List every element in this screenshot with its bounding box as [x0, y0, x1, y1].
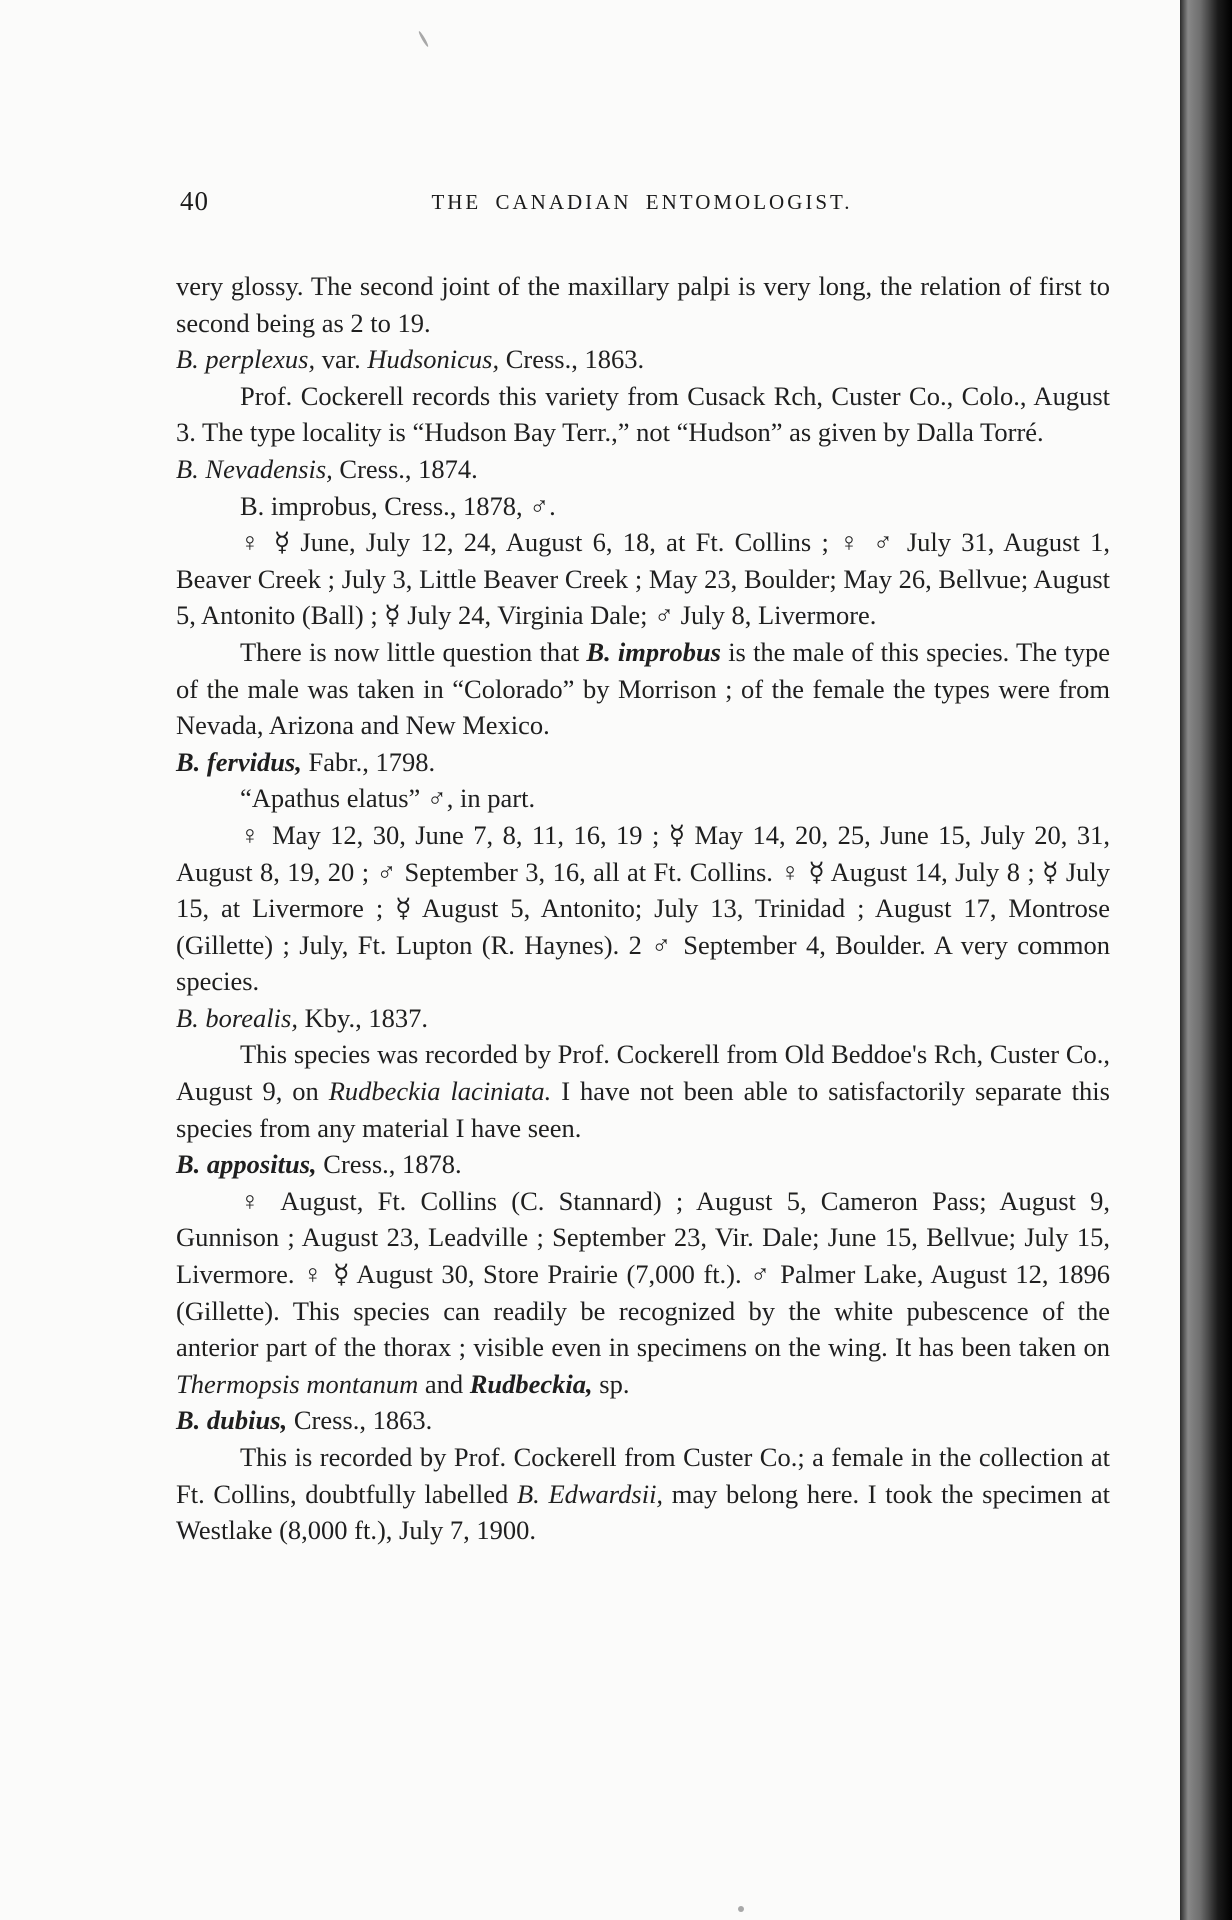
- scan-speck: [738, 1906, 744, 1912]
- para-text: and: [418, 1368, 470, 1399]
- body-text: [176, 268, 1110, 1549]
- species-heading-appositus: [176, 1146, 1110, 1183]
- species-name: B. Nevadensis,: [176, 453, 333, 484]
- species-heading-fervidus: [176, 744, 1110, 781]
- note-text: is the male of this species. The type of the male was taken in “Colorado” by Morrison ; of the female the types were from Nevada, Arizona and New Mexico.: [176, 636, 1110, 741]
- species-name: B. appositus,: [176, 1149, 317, 1180]
- note-text: There is now little question that: [240, 636, 587, 667]
- para-text: sp.: [592, 1368, 630, 1399]
- para-text: This is recorded by Prof. Cockerell from Custer Co.; a female in the collection at Ft. Collins, doubtfully labelled: [176, 1442, 1110, 1509]
- species-name: B. Edwardsii,: [516, 1478, 664, 1509]
- paragraph-continued: very glossy. The second joint of the maxillary palpi is very long, the relation of first to second being as 2 to 19.: [176, 271, 1110, 338]
- plant-name: Rudbeckia,: [469, 1368, 593, 1399]
- species-author: Cress., 1874.: [332, 453, 478, 484]
- species-author: Cress., 1878.: [316, 1149, 462, 1180]
- species-author: Cress., 1863.: [499, 344, 645, 375]
- page-gutter-shadow: [1180, 0, 1232, 1920]
- species-heading-nevadensis: [176, 451, 1110, 488]
- para-text: ♀ August, Ft. Collins (C. Stannard) ; August 5, Cameron Pass; August 9, Gunnison ; August 23, Leadville ; September 23, Vir. Dale; June 15, Bellvue; July 15, Livermore. ♀ ☿ August 30, Store Prairie (7,000 ft.). ♂ Palmer Lake, August 12, 1896 (Gillette). This species can readily be recognized by the white pubescence of the anterior part of the thorax ; visible even in specimens on the wing. It has been taken on: [176, 1185, 1110, 1363]
- synonym-apathus: “Apathus elatus” ♂, in part.: [240, 783, 536, 814]
- records-fervidus: ♀ May 12, 30, June 7, 8, 11, 16, 19 ; ☿ May 14, 20, 25, June 15, July 20, 31, August 8, 19, 20 ; ♂ September 3, 16, all at Ft. Collins. ♀ ☿ August 14, July 8 ; ☿ July 15, at Livermore ; ☿ August 5, Antonito; July 13, Trinidad ; August 17, Montrose (Gillette) ; July, Ft. Lupton (R. Haynes). 2 ♂ September 4, Boulder. A very common species.: [176, 819, 1110, 997]
- paragraph-borealis: [176, 1036, 1110, 1146]
- species-heading-perplexus: [176, 341, 1110, 378]
- journal-title: THE CANADIAN ENTOMOLOGIST.: [431, 190, 853, 214]
- species-name: B. dubius,: [176, 1405, 288, 1436]
- variety-label: var.: [315, 344, 368, 375]
- para-text: may belong here. I took the specimen at Westlake (8,000 ft.), July 7, 1900.: [176, 1478, 1111, 1546]
- species-author: Kby., 1837.: [297, 1002, 428, 1033]
- paragraph-perplexus: Prof. Cockerell records this variety from Cusack Rch, Custer Co., Colo., August 3. The type locality is “Hudson Bay Terr.,” not “Hudson” as given by Dalla Torré.: [176, 380, 1110, 448]
- synonym-improbus: B. improbus, Cress., 1878, ♂.: [240, 490, 556, 521]
- species-name: B. borealis,: [176, 1002, 298, 1033]
- species-name: B. fervidus,: [176, 746, 302, 777]
- paragraph-appositus: [176, 1183, 1110, 1403]
- records-nevadensis: ♀ ☿ June, July 12, 24, August 6, 18, at Ft. Collins ; ♀ ♂ July 31, August 1, Beaver Creek ; July 3, Little Beaver Creek ; May 23, Boulder; May 26, Bellvue; August 5, Antonito (Ball) ; ☿ July 24, Virginia Dale; ♂ July 8, Livermore.: [176, 527, 1110, 631]
- paragraph-dubius: [176, 1439, 1110, 1549]
- para-text: I have not been able to satisfactorily separate this species from any material I have seen.: [176, 1076, 1110, 1143]
- species-author: Cress., 1863.: [287, 1405, 433, 1436]
- plant-name: Thermopsis montanum: [176, 1368, 419, 1399]
- running-head: [172, 186, 1112, 226]
- species-author: Fabr., 1798.: [301, 746, 436, 777]
- scan-speck: [418, 30, 430, 47]
- para-text: This species was recorded by Prof. Cockerell from Old Beddoe's Rch, Custer Co., August 9, on: [176, 1039, 1110, 1107]
- species-name: B. improbus: [586, 636, 721, 667]
- page-number: 40: [180, 186, 209, 216]
- note-nevadensis: [176, 634, 1110, 744]
- plant-name: Rudbeckia laciniata.: [328, 1076, 552, 1107]
- species-heading-dubius: [176, 1402, 1110, 1439]
- species-name: B. perplexus,: [176, 344, 316, 375]
- species-heading-borealis: [176, 1000, 1110, 1037]
- variety-name: Hudsonicus,: [367, 344, 500, 375]
